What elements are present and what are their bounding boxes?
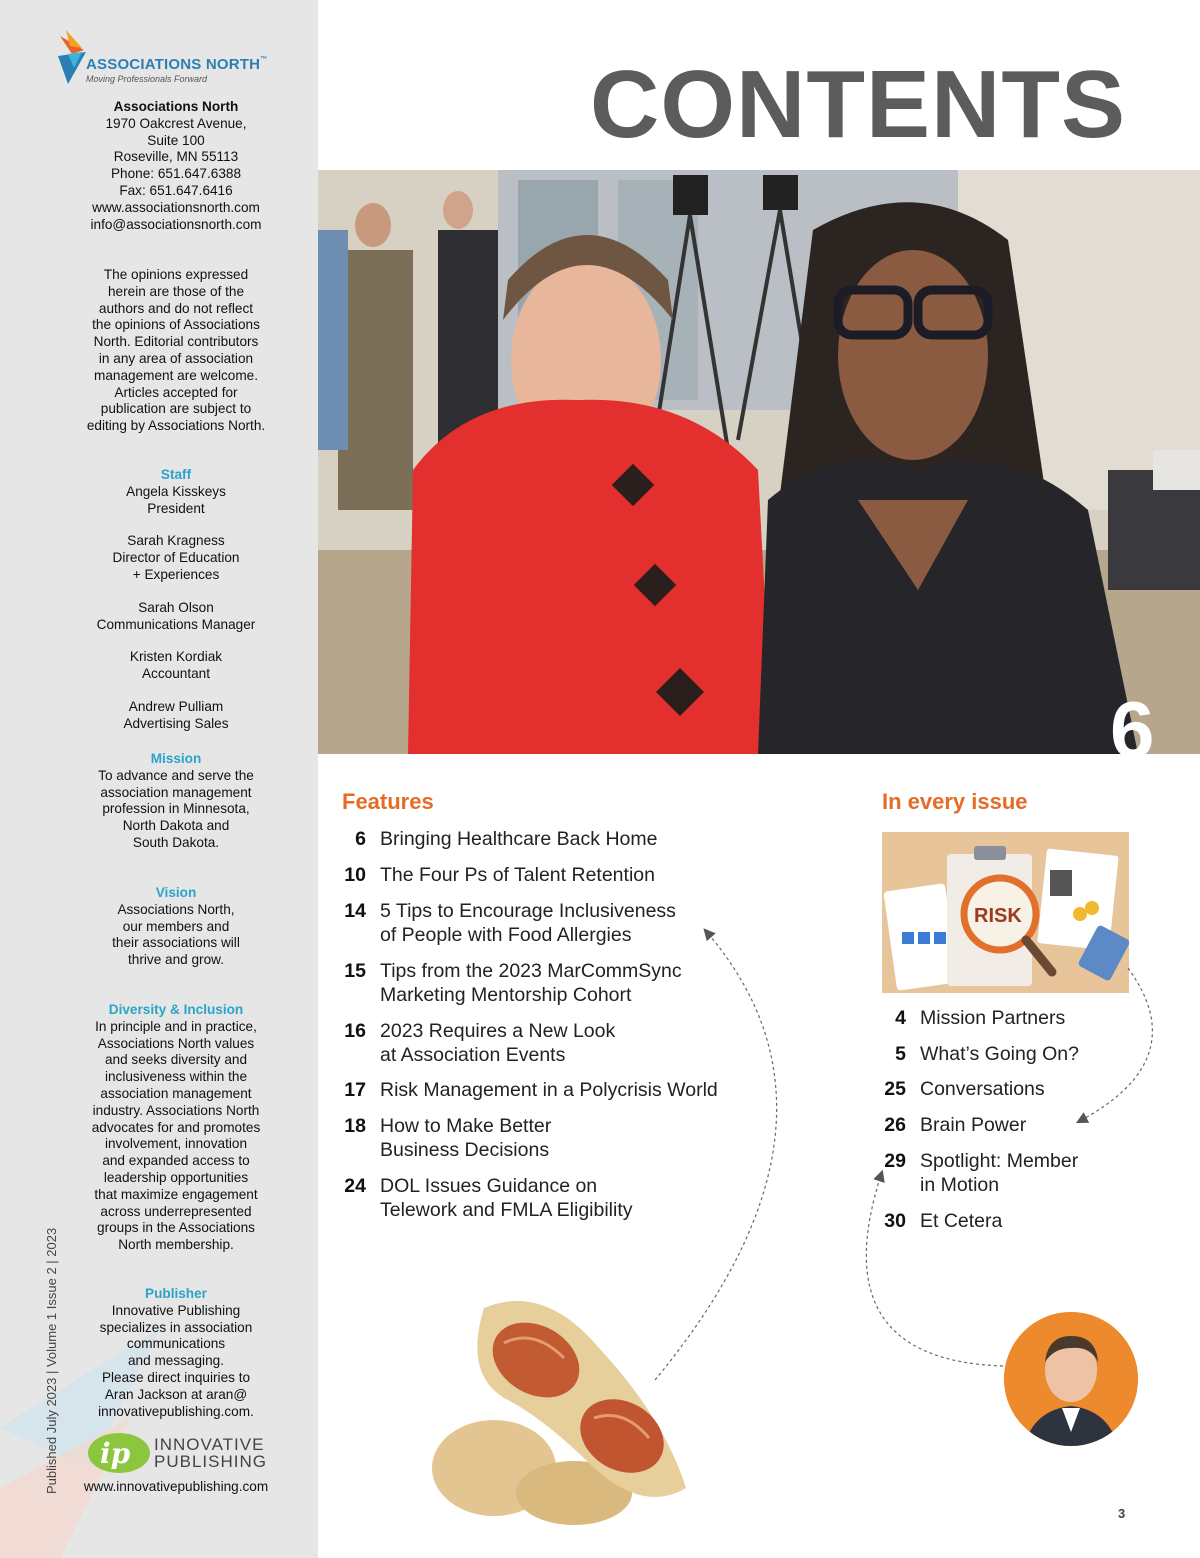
feature-title: Bringing Healthcare Back Home bbox=[380, 828, 658, 850]
risk-illustration bbox=[882, 832, 1129, 993]
staff-name: Sarah Kragness bbox=[127, 533, 225, 549]
risk-label: RISK bbox=[974, 905, 1022, 927]
issue-title: Mission Partners bbox=[920, 1007, 1066, 1029]
staff-heading: Staff bbox=[160, 467, 192, 482]
diversity-line: across underrepresented bbox=[100, 1203, 252, 1219]
staff-role: President bbox=[147, 500, 205, 516]
staff-role: Accountant bbox=[141, 666, 210, 682]
fax: Fax: 651.647.6416 bbox=[119, 182, 233, 198]
feature-title: How to Make Better Business Decisions bbox=[380, 1115, 552, 1161]
disclaimer-line: in any area of association bbox=[98, 350, 254, 366]
publisher-block bbox=[34, 1286, 318, 1420]
disclaimer-line: publication are subject to bbox=[100, 401, 252, 417]
mission-block bbox=[34, 751, 318, 852]
diversity-line: advocates for and promotes bbox=[91, 1119, 261, 1135]
address-line: 1970 Oakcrest Avenue, bbox=[105, 115, 247, 131]
every-issue-heading: In every issue bbox=[882, 789, 1028, 814]
ip-logo-line1: INNOVATIVE bbox=[154, 1435, 265, 1454]
feature-page-number: 17 bbox=[344, 1079, 366, 1101]
issue-page-number: 29 bbox=[884, 1150, 906, 1172]
person-portrait-illustration bbox=[1004, 1312, 1138, 1446]
vision-line: our members and bbox=[122, 918, 230, 934]
logo-name: ASSOCIATIONS NORTH™ bbox=[86, 56, 268, 73]
publisher-line: specializes in association bbox=[99, 1319, 253, 1335]
diversity-line: Associations North values bbox=[97, 1035, 255, 1051]
vision-line: Associations North, bbox=[117, 901, 235, 917]
feature-title: 5 Tips to Encourage Inclusiveness of People with Food Allergies bbox=[380, 900, 676, 946]
feature-title: The Four Ps of Talent Retention bbox=[380, 864, 655, 886]
disclaimer-line: Articles accepted for bbox=[114, 384, 238, 400]
logo-bird-icon bbox=[58, 28, 88, 86]
staff-name: Andrew Pulliam bbox=[128, 698, 224, 714]
feature-title: DOL Issues Guidance on Telework and FMLA Eligibility bbox=[380, 1175, 633, 1221]
address-line: Suite 100 bbox=[147, 132, 205, 148]
staff-block bbox=[34, 467, 318, 733]
publisher-line: innovativepublishing.com. bbox=[98, 1403, 254, 1419]
diversity-block bbox=[34, 1002, 318, 1254]
disclaimer-line: The opinions expressed bbox=[103, 267, 249, 282]
diversity-line: association management bbox=[100, 1085, 252, 1101]
publisher-line: and messaging. bbox=[128, 1353, 224, 1369]
feature-page-number: 10 bbox=[344, 864, 366, 886]
org-name: Associations North bbox=[113, 99, 239, 114]
issue-title: Brain Power bbox=[920, 1114, 1027, 1136]
mission-line: To advance and serve the bbox=[98, 767, 254, 783]
ip-logo-mark-text: ip bbox=[100, 1437, 131, 1470]
mission-line: profession in Minnesota, bbox=[102, 801, 250, 817]
staff-role: Advertising Sales bbox=[123, 715, 229, 731]
event-photo-illustration bbox=[318, 170, 1200, 754]
diversity-line: and seeks diversity and bbox=[104, 1052, 248, 1068]
feature-page-number: 18 bbox=[344, 1115, 366, 1137]
peanut-illustration bbox=[424, 1288, 704, 1528]
publisher-heading: Publisher bbox=[145, 1286, 207, 1301]
disclaimer-line: North. Editorial contributors bbox=[93, 334, 259, 350]
features-heading: Features bbox=[342, 789, 434, 814]
staff-role: + Experiences bbox=[132, 566, 220, 582]
page-title: CONTENTS bbox=[590, 51, 1126, 158]
staff-role: Director of Education bbox=[112, 550, 240, 566]
diversity-line: groups in the Associations bbox=[97, 1220, 255, 1236]
issue-title: Spotlight: Member in Motion bbox=[920, 1150, 1079, 1196]
email-link[interactable]: info@associationsnorth.com bbox=[90, 216, 262, 232]
phone: Phone: 651.647.6388 bbox=[110, 166, 242, 182]
diversity-line: inclusiveness within the bbox=[104, 1069, 248, 1085]
page-number: 3 bbox=[1118, 1506, 1126, 1521]
feature-page-number: 15 bbox=[344, 960, 366, 982]
publication-info-vertical: Published July 2023 | Volume 1 Issue 2 | 2023 bbox=[44, 1227, 59, 1494]
associations-north-logo bbox=[58, 28, 298, 90]
ip-logo-mark-icon bbox=[86, 1430, 152, 1476]
feature-title: Risk Management in a Polycrisis World bbox=[380, 1079, 718, 1101]
risk-magnifier-illustration bbox=[882, 832, 1129, 993]
issue-title: What’s Going On? bbox=[920, 1043, 1079, 1065]
diversity-line: In principle and in practice, bbox=[95, 1018, 257, 1034]
issue-page-number: 25 bbox=[884, 1078, 906, 1100]
ip-logo-line2: PUBLISHING bbox=[154, 1452, 267, 1471]
issue-title: Conversations bbox=[920, 1078, 1045, 1100]
disclaimer-line: herein are those of the bbox=[107, 283, 245, 299]
feature-title: 2023 Requires a New Look at Association Events bbox=[380, 1020, 616, 1066]
issue-page-number: 5 bbox=[895, 1043, 906, 1065]
ip-logo-text bbox=[154, 1436, 267, 1470]
diversity-heading: Diversity & Inclusion bbox=[108, 1002, 244, 1017]
staff-name: Angela Kisskeys bbox=[126, 483, 226, 499]
vision-heading: Vision bbox=[155, 885, 197, 900]
vision-line: thrive and grow. bbox=[128, 952, 224, 968]
disclaimer-line: the opinions of Associations bbox=[92, 317, 260, 333]
diversity-line: involvement, innovation bbox=[104, 1136, 248, 1152]
publisher-line: Aran Jackson at aran@ bbox=[104, 1386, 248, 1402]
disclaimer-line: editing by Associations North. bbox=[86, 418, 266, 434]
diversity-line: industry. Associations North bbox=[92, 1102, 260, 1118]
vision-block bbox=[34, 885, 318, 969]
disclaimer-line: management are welcome. bbox=[94, 367, 258, 383]
issue-title: Et Cetera bbox=[920, 1210, 1003, 1232]
feature-page-number: 16 bbox=[344, 1020, 366, 1042]
diversity-line: that maximize engagement bbox=[94, 1186, 258, 1202]
disclaimer bbox=[34, 267, 318, 435]
publisher-line: Innovative Publishing bbox=[111, 1302, 241, 1318]
address-line: Roseville, MN 55113 bbox=[113, 149, 239, 165]
staff-name: Kristen Kordiak bbox=[129, 649, 223, 665]
diversity-line: North membership. bbox=[118, 1237, 234, 1253]
publisher-line: Please direct inquiries to bbox=[101, 1369, 251, 1385]
mission-line: North Dakota and bbox=[122, 818, 230, 834]
staff-name: Sarah Olson bbox=[138, 599, 214, 615]
feature-title: Tips from the 2023 MarCommSync Marketing Mentorship Cohort bbox=[380, 960, 682, 1006]
publisher-line: communications bbox=[126, 1336, 226, 1352]
feature-page-number: 6 bbox=[355, 828, 366, 850]
feature-page-number: 24 bbox=[344, 1175, 366, 1197]
photo-page-number: 6 bbox=[1110, 685, 1155, 774]
diversity-line: leadership opportunities bbox=[103, 1169, 249, 1185]
author-avatar bbox=[1004, 1312, 1138, 1446]
mission-line: association management bbox=[100, 784, 252, 800]
innovative-publishing-logo bbox=[86, 1430, 286, 1478]
contact-block bbox=[34, 99, 318, 233]
vision-line: their associations will bbox=[112, 935, 240, 951]
issue-page-number: 26 bbox=[884, 1114, 906, 1136]
publisher-website-link[interactable]: www.innovativepublishing.com bbox=[83, 1479, 269, 1494]
website-link[interactable]: www.associationsnorth.com bbox=[92, 199, 260, 215]
issue-page-number: 4 bbox=[895, 1007, 906, 1029]
diversity-line: and expanded access to bbox=[102, 1153, 250, 1169]
staff-role: Communications Manager bbox=[96, 616, 256, 632]
mission-heading: Mission bbox=[150, 751, 202, 766]
feature-page-number: 14 bbox=[344, 900, 366, 922]
mission-line: South Dakota. bbox=[132, 834, 220, 850]
issue-page-number: 30 bbox=[884, 1210, 906, 1232]
disclaimer-line: authors and do not reflect bbox=[98, 300, 254, 316]
sidebar bbox=[0, 0, 318, 1558]
cover-photo bbox=[318, 170, 1200, 754]
logo-tagline: Moving Professionals Forward bbox=[86, 74, 208, 84]
